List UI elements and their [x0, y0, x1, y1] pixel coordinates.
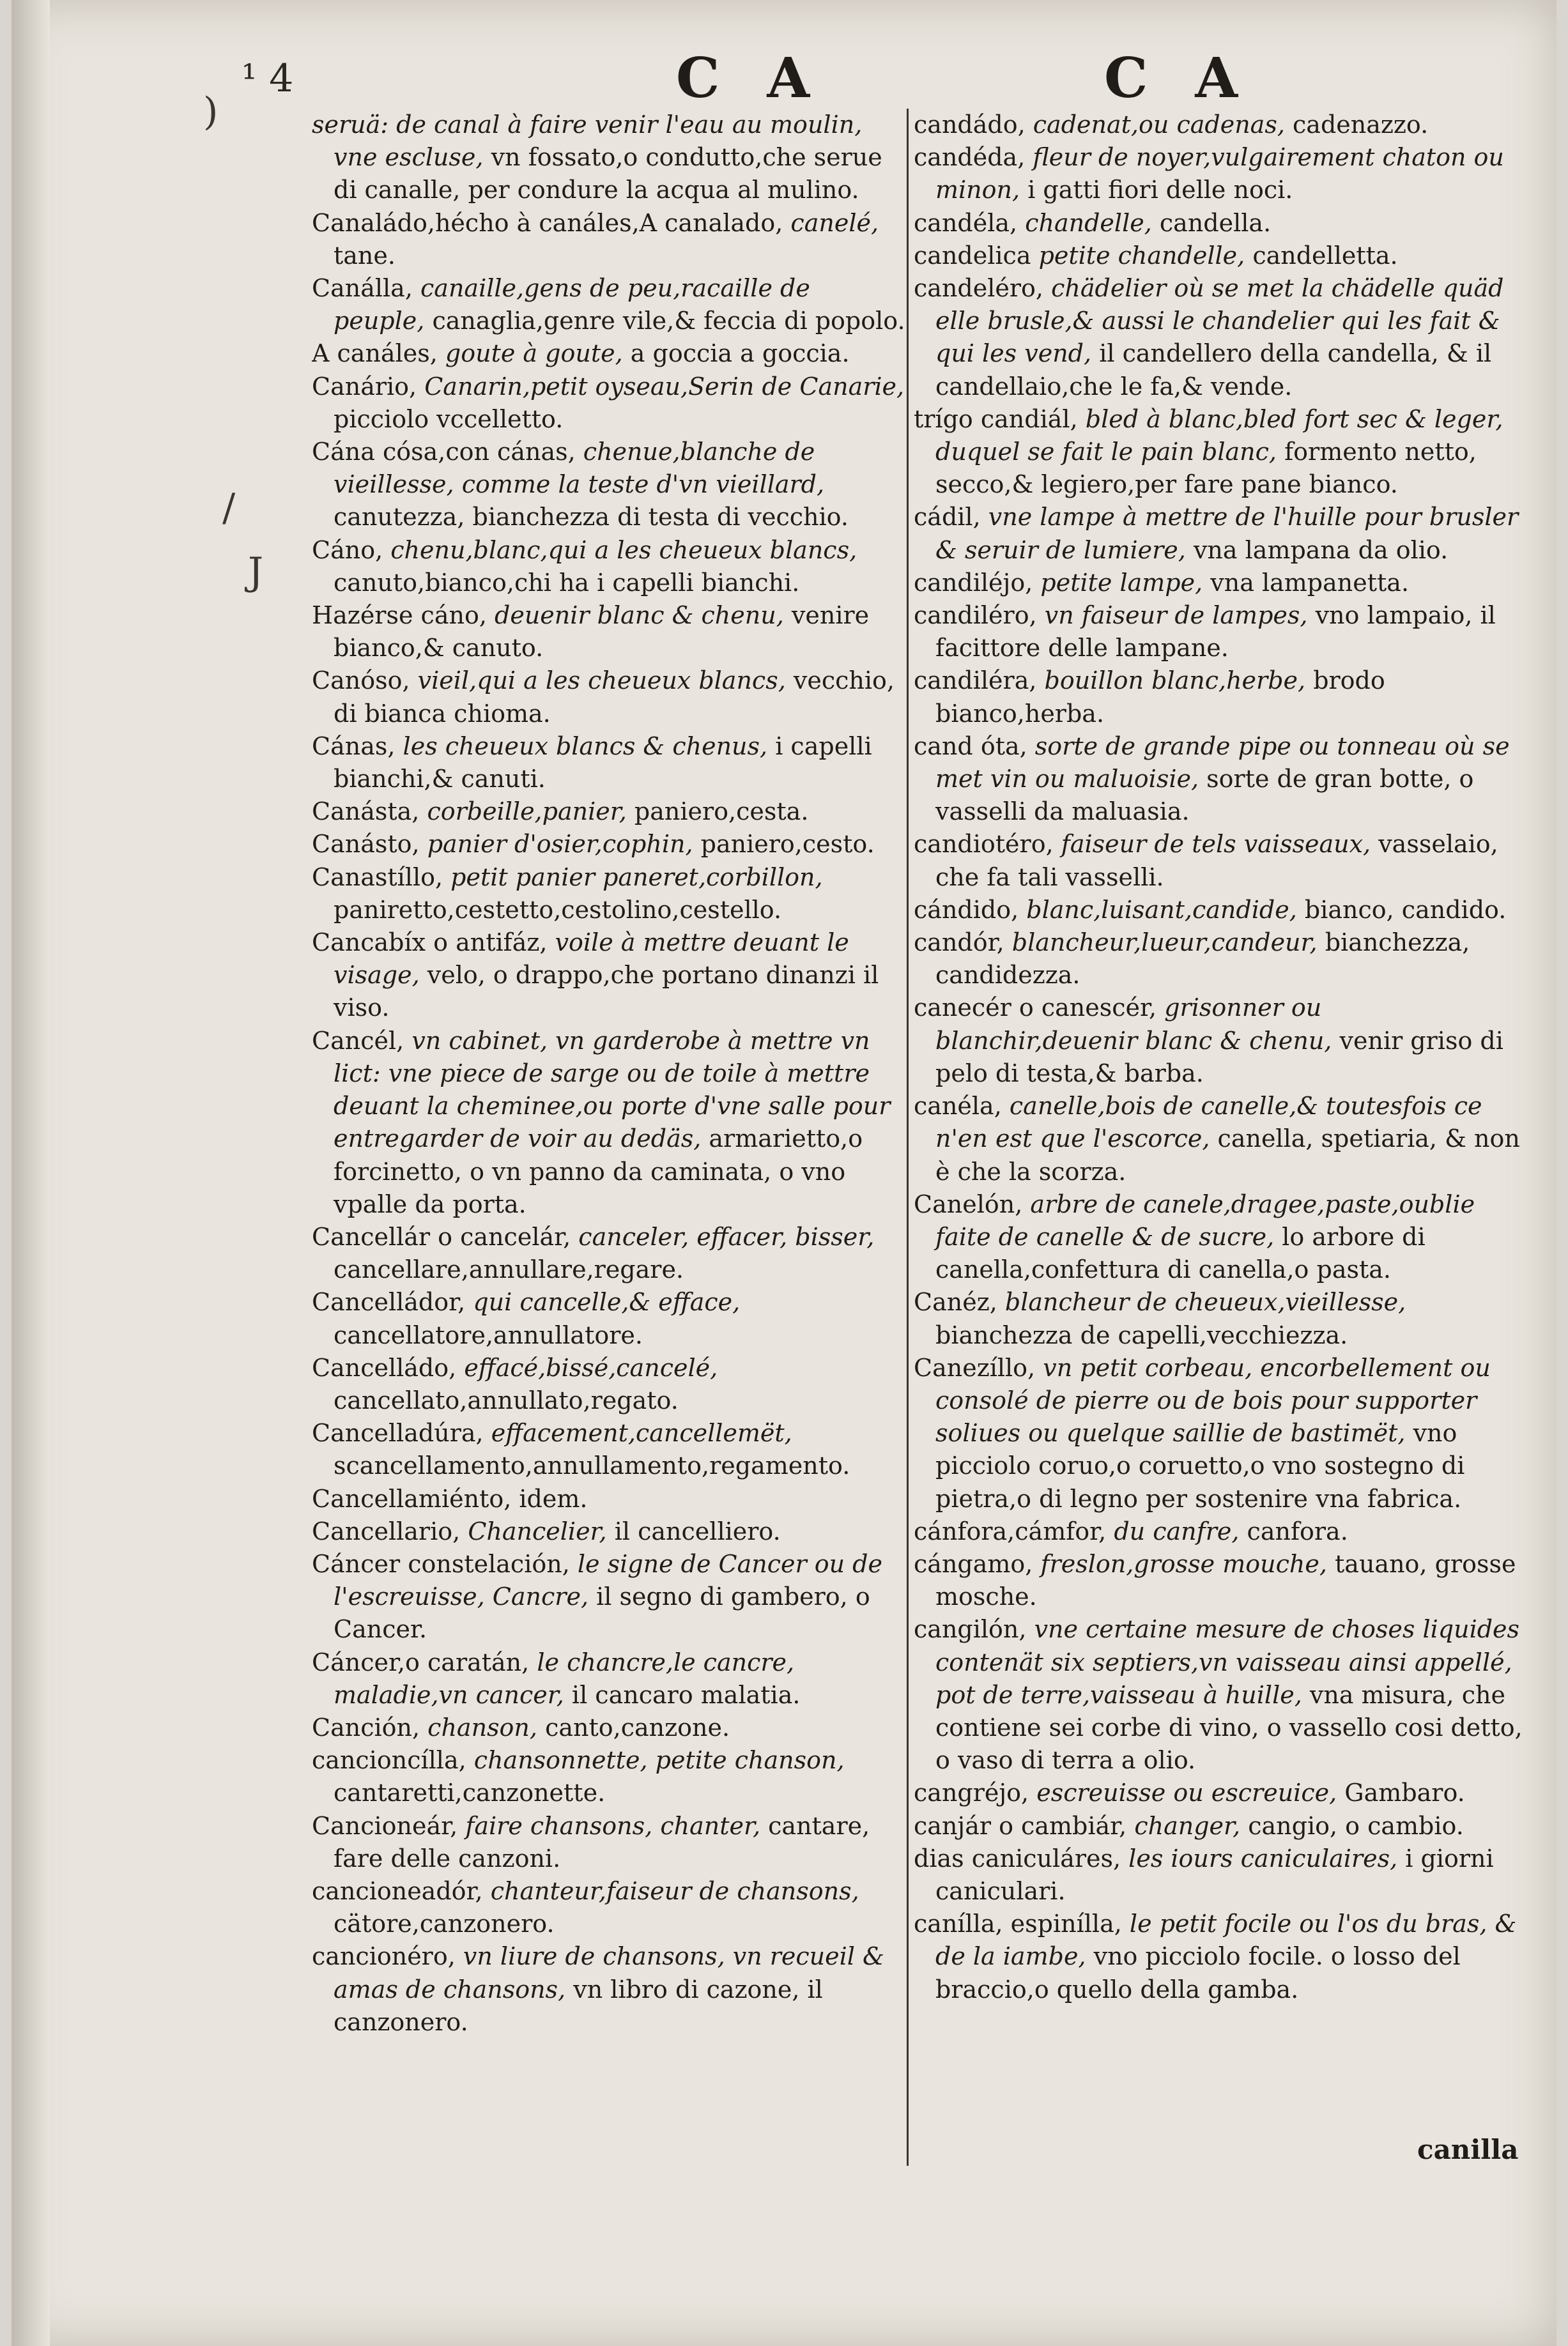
french-gloss: sorte de grande pipe ou tonneau où se met vin ou maluoisie,: [935, 732, 1510, 793]
french-gloss: vieil,qui a les cheueux blancs,: [417, 666, 786, 695]
french-gloss: petite lampe,: [1040, 568, 1203, 597]
spanish-headword: Canastíllo,: [312, 862, 443, 891]
french-gloss: blancheur de cheueux,vieillesse,: [1004, 1288, 1406, 1317]
spanish-headword: candeléro,: [914, 274, 1043, 303]
french-gloss: changer,: [1134, 1811, 1241, 1840]
spanish-headword: trígo candiál,: [914, 404, 1078, 433]
french-gloss: petite chandelle,: [1038, 241, 1245, 270]
dictionary-entry: [914, 1090, 1527, 1188]
dictionary-entry: [914, 828, 1527, 893]
italian-gloss: vno lampaio, il facittore delle lampane.: [935, 601, 1496, 663]
dictionary-entry: [914, 730, 1527, 829]
french-gloss: effacé,bissé,cancelé,: [464, 1353, 718, 1382]
dictionary-entry: [312, 599, 906, 664]
dictionary-entry: [914, 1843, 1527, 1908]
dictionary-entry: [312, 1744, 906, 1809]
french-gloss: le petit focile ou l'os du bras, & de la iambe,: [935, 1910, 1517, 1971]
italian-gloss: lo arbore di canella,confettura di canella,o pasta.: [935, 1222, 1426, 1284]
french-gloss: cadenat,ou cadenas,: [1033, 111, 1285, 139]
italian-gloss: cantaretti,canzonette.: [334, 1779, 606, 1807]
right-column: [914, 109, 1527, 2268]
french-gloss: les cheueux blancs & chenus,: [403, 732, 768, 760]
italian-gloss: venire bianco,& canuto.: [334, 601, 870, 663]
spanish-headword: candelica: [914, 241, 1031, 270]
french-gloss: deuenir blanc & chenu,: [495, 601, 784, 630]
dictionary-entry: [914, 1286, 1527, 1351]
spanish-headword: cancionéro,: [312, 1942, 456, 1971]
spanish-headword: candiléro,: [914, 601, 1037, 630]
french-gloss: corbeille,panier,: [427, 797, 627, 826]
page-gutter: [12, 0, 50, 2346]
french-gloss: canelé,: [790, 208, 879, 237]
spanish-headword: candór,: [914, 928, 1004, 957]
running-head-left: C A: [676, 46, 824, 111]
italian-gloss: canaglia,genre vile,& feccia di popolo.: [432, 307, 905, 335]
dictionary-entry: [312, 272, 906, 337]
spanish-headword: canecér o canescér,: [914, 993, 1157, 1022]
spanish-headword: cancioncílla,: [312, 1746, 466, 1775]
spanish-headword: Canéz,: [914, 1288, 997, 1317]
french-gloss: blanc,luisant,candide,: [1026, 895, 1297, 924]
dictionary-entry: [914, 894, 1527, 926]
italian-gloss: vecchio, di bianca chioma.: [334, 666, 895, 728]
spanish-headword: Canásta,: [312, 797, 420, 826]
spanish-headword: Cancelládo,: [312, 1353, 457, 1382]
dictionary-entry: [312, 1810, 906, 1875]
french-gloss: chanson,: [427, 1713, 537, 1742]
spanish-headword: Canálla,: [312, 274, 413, 303]
spanish-headword: Cancelladúra,: [312, 1419, 484, 1448]
french-gloss: vn petit corbeau, encorbellement ou consolé de pierre ou de bois pour supporter soliues ou quelque saillie de bastimët,: [935, 1353, 1491, 1448]
running-head-right: C A: [1104, 46, 1252, 111]
french-gloss: fleur de noyer,vulgairement chaton ou minon,: [935, 143, 1504, 204]
spanish-headword: cángamo,: [914, 1549, 1033, 1578]
spanish-headword: Canóso,: [312, 666, 410, 695]
italian-gloss: bianchezza de capelli,vecchiezza.: [935, 1321, 1348, 1349]
french-gloss: faiseur de tels vaisseaux,: [1061, 830, 1371, 859]
dictionary-entry: [914, 1188, 1527, 1287]
french-gloss: chandelle,: [1025, 208, 1152, 237]
italian-gloss: picciolo vccelletto.: [334, 404, 564, 433]
spanish-headword: Canaládo,hécho à canáles,A canalado,: [312, 208, 783, 237]
page-number: ¹ 4: [242, 56, 294, 101]
italian-gloss: vna misura, che contiene sei corbe di vino, o vassello cosi detto, o vaso di terra a olio.: [935, 1680, 1523, 1775]
spanish-headword: cangilón,: [914, 1615, 1027, 1644]
french-gloss: vn faiseur de lampes,: [1044, 601, 1308, 630]
dictionary-entry: [914, 1810, 1527, 1843]
italian-gloss: candella.: [1159, 208, 1272, 237]
italian-gloss: il segno di gambero, o Cancer.: [334, 1583, 870, 1644]
italian-gloss: tane.: [334, 241, 396, 270]
french-gloss: Canarin,petit oyseau,Serin de Canarie,: [424, 372, 905, 401]
italian-gloss: paniretto,cestetto,cestolino,cestello.: [334, 895, 782, 924]
spanish-headword: Cáncer constelación,: [312, 1549, 570, 1578]
spanish-headword: candéla,: [914, 208, 1018, 237]
italian-gloss: paniero,cesta.: [634, 797, 809, 826]
italian-gloss: venir griso di pelo di testa,& barba.: [935, 1026, 1503, 1087]
italian-gloss: tauano, grosse mosche.: [935, 1549, 1516, 1611]
dictionary-entry: [914, 567, 1527, 599]
spanish-headword: Canción,: [312, 1713, 420, 1742]
french-gloss: voile à mettre deuant le visage,: [334, 928, 849, 990]
french-gloss: bouillon blanc,herbe,: [1044, 666, 1306, 695]
italian-gloss: il cancaro malatia.: [571, 1680, 801, 1709]
margin-mark-top: ): [203, 89, 219, 134]
spanish-headword: Cancelládor,: [312, 1288, 466, 1317]
dictionary-entry: [914, 403, 1527, 502]
french-gloss: du canfre,: [1114, 1517, 1240, 1545]
dictionary-entry: [914, 1908, 1527, 2006]
left-column: [312, 109, 906, 2268]
dictionary-entry: [312, 1221, 906, 1286]
dictionary-entry: [914, 599, 1527, 664]
french-gloss: chanteur,faiseur de chansons,: [490, 1876, 859, 1905]
french-gloss: goute à goute,: [445, 339, 623, 368]
italian-gloss: vn libro di cazone, il canzonero.: [334, 1975, 823, 2036]
spanish-headword: canéla,: [914, 1092, 1002, 1121]
spanish-headword: candiotéro,: [914, 830, 1054, 859]
spanish-headword: Cancioneár,: [312, 1811, 458, 1840]
french-gloss: escreuisse ou escreuice,: [1036, 1779, 1337, 1807]
dictionary-entry: [914, 664, 1527, 730]
spanish-headword: Cánas,: [312, 732, 396, 760]
italian-gloss: bianchezza, candidezza.: [935, 928, 1470, 990]
dictionary-entry: [312, 337, 906, 370]
italian-gloss: Gambaro.: [1344, 1779, 1465, 1807]
dictionary-entry: [312, 1940, 906, 2039]
french-gloss: les iours caniculaires,: [1128, 1844, 1398, 1873]
spanish-headword: Canezíllo,: [914, 1353, 1036, 1382]
dictionary-entry: [914, 207, 1527, 240]
spanish-headword: Cancellár o cancelár,: [312, 1222, 571, 1251]
dictionary-entry: [312, 1483, 906, 1515]
french-gloss: chenue,blanche de vieillesse, comme la teste d'vn vieillard,: [334, 438, 825, 499]
italian-gloss: vna lampanetta.: [1210, 568, 1410, 597]
italian-gloss: velo, o drappo,che portano dinanzi il viso.: [334, 961, 879, 1022]
dictionary-entry: [312, 371, 906, 436]
italian-gloss: il candellero della candella, & il candellaio,che le fa,& vende.: [935, 339, 1492, 401]
italian-gloss: canutezza, bianchezza di testa di vecchio.: [334, 503, 849, 532]
french-gloss: vne certaine mesure de choses liquides contenät six septiers,vn vaisseau ainsi appellé, pot de terre,vaisseau à huille,: [935, 1615, 1520, 1709]
italian-gloss: cangio, o cambio.: [1248, 1811, 1464, 1840]
spanish-headword: cangréjo,: [914, 1779, 1029, 1807]
french-gloss: panier d'osier,cophin,: [427, 830, 693, 859]
spanish-headword: cádil,: [914, 503, 981, 532]
french-gloss: freslon,grosse mouche,: [1040, 1549, 1327, 1578]
spanish-headword: Cancabíx o antifáz,: [312, 928, 548, 957]
dictionary-entry: [312, 1417, 906, 1482]
french-gloss: qui cancelle,& efface,: [473, 1288, 741, 1317]
french-gloss: chädelier où se met la chädelle quäd elle brusle,& aussi le chandelier qui les fait & qui les vend,: [935, 274, 1504, 368]
spanish-headword: Cána cósa,con cánas,: [312, 438, 576, 466]
dictionary-entry: [312, 664, 906, 730]
dictionary-entry: [914, 240, 1527, 272]
dictionary-entry: [312, 795, 906, 828]
french-gloss: petit panier paneret,corbillon,: [450, 862, 823, 891]
spanish-headword: cand óta,: [914, 732, 1027, 760]
italian-gloss: idem.: [519, 1484, 588, 1513]
french-gloss: vne lampe à mettre de l'huille pour brusler & seruir de lumiere,: [935, 503, 1519, 564]
italian-gloss: brodo bianco,herba.: [935, 666, 1385, 728]
spanish-headword: Canário,: [312, 372, 417, 401]
french-gloss: canaille,gens de peu,racaille de peuple,: [334, 274, 810, 335]
dictionary-entry: [312, 1352, 906, 1417]
dictionary-entry: [914, 272, 1527, 403]
spanish-headword: Cancél,: [312, 1026, 404, 1055]
french-gloss: le chancre,le cancre, maladie,vn cancer,: [334, 1648, 795, 1709]
spanish-headword: canílla, espinílla,: [914, 1910, 1122, 1938]
dictionary-entry: [914, 501, 1527, 566]
dictionary-page: [12, 0, 1556, 2346]
spanish-headword: candéda,: [914, 143, 1026, 172]
dictionary-entry: [914, 1613, 1527, 1777]
french-gloss: vn liure de chansons, vn recueil & amas de chansons,: [334, 1942, 884, 2004]
spanish-headword: cancioneadór,: [312, 1876, 483, 1905]
italian-gloss: canella, spetiaria, & non è che la scorza.: [935, 1124, 1520, 1186]
dictionary-entry: [312, 926, 906, 1025]
italian-gloss: bianco, candido.: [1304, 895, 1507, 924]
spanish-headword: Cáncer,o caratán,: [312, 1648, 530, 1676]
italian-gloss: il cancelliero.: [614, 1517, 781, 1545]
italian-gloss: a goccia a goccia.: [630, 339, 850, 368]
italian-gloss: scancellamento,annullamento,regamento.: [334, 1452, 850, 1480]
italian-gloss: candelletta.: [1252, 241, 1398, 270]
spanish-headword: candiléjo,: [914, 568, 1033, 597]
dictionary-entry: [312, 1025, 906, 1221]
dictionary-entry: [914, 1548, 1527, 1613]
spanish-headword: canjár o cambiár,: [914, 1811, 1127, 1840]
dictionary-entry: [914, 1777, 1527, 1809]
italian-gloss: canto,canzone.: [545, 1713, 730, 1742]
margin-mark-mid: /: [222, 486, 236, 530]
column-divider: [907, 109, 909, 2166]
dictionary-entry: [312, 861, 906, 926]
spanish-headword: Cancellario,: [312, 1517, 461, 1545]
dictionary-entry: [312, 730, 906, 795]
dictionary-entry: [312, 1515, 906, 1548]
french-gloss: canceler, effacer, bisser,: [578, 1222, 875, 1251]
italian-gloss: cadenazzo.: [1293, 111, 1429, 139]
italian-gloss: vasselaio, che fa tali vasselli.: [935, 830, 1498, 891]
dictionary-entry: [312, 1712, 906, 1744]
spanish-headword: Hazérse cáno,: [312, 601, 487, 630]
dictionary-entry: [312, 1548, 906, 1646]
french-gloss: le signe de Cancer ou de l'escreuisse, Cancre,: [334, 1549, 882, 1611]
dictionary-entry: [312, 436, 906, 534]
spanish-headword: candádo,: [914, 111, 1026, 139]
dictionary-entry: [914, 109, 1527, 141]
spanish-headword: candiléra,: [914, 666, 1037, 695]
catchword: canilla: [1417, 2134, 1519, 2165]
dictionary-entry: [312, 1875, 906, 1940]
spanish-headword: A canáles,: [312, 339, 438, 368]
spanish-headword: cánfora,cámfor,: [914, 1517, 1107, 1545]
french-gloss: arbre de canele,dragee,paste,oublie faite de canelle & de sucre,: [935, 1190, 1475, 1251]
french-gloss: effacement,cancellemët,: [491, 1419, 792, 1448]
italian-gloss: vna lampana da olio.: [1193, 535, 1449, 564]
italian-gloss: vno picciolo focile. o losso del braccio,o quello della gamba.: [935, 1942, 1461, 2004]
italian-gloss: i gatti fiori delle noci.: [1027, 176, 1293, 204]
dictionary-entry: [914, 1352, 1527, 1515]
margin-mark-mid2: J: [248, 549, 264, 594]
spanish-headword: Canelón,: [914, 1190, 1023, 1218]
french-gloss: grisonner ou blanchir,deuenir blanc & chenu,: [935, 993, 1332, 1055]
dictionary-entry: [312, 828, 906, 861]
spanish-headword: Canásto,: [312, 830, 420, 859]
french-gloss: vn cabinet, vn garderobe à mettre vn lict: vne piece de sarge ou de toile à mettre deuant la cheminee,ou porte d'vne salle pour entregarder de voir au dedäs,: [334, 1026, 891, 1153]
italian-gloss: sorte de gran botte, o vasselli da maluasia.: [935, 765, 1474, 826]
dictionary-entry: [914, 926, 1527, 992]
italian-gloss: cancellato,annullato,regato.: [334, 1386, 679, 1414]
dictionary-entry: [312, 207, 906, 272]
italian-gloss: cancellare,annullare,regare.: [334, 1255, 684, 1284]
french-gloss: bled à blanc,bled fort sec & leger, duquel se fait le pain blanc,: [935, 404, 1503, 466]
italian-gloss: i capelli bianchi,& canuti.: [334, 732, 872, 793]
dictionary-entry: [312, 1646, 906, 1712]
italian-gloss: canfora.: [1247, 1517, 1348, 1545]
italian-gloss: formento netto, secco,& legiero,per fare pane bianco.: [935, 438, 1477, 499]
dictionary-entry: [312, 1286, 906, 1351]
spanish-headword: Cancellamiénto,: [312, 1484, 512, 1513]
french-gloss: blancheur,lueur,candeur,: [1011, 928, 1318, 957]
french-gloss: faire chansons, chanter,: [465, 1811, 761, 1840]
dictionary-entry: [914, 141, 1527, 206]
italian-gloss: cätore,canzonero.: [334, 1910, 555, 1938]
dictionary-entry: [914, 992, 1527, 1090]
spanish-headword: cándido,: [914, 895, 1019, 924]
french-gloss: seruä: de canal à faire venir l'eau au moulin, vne escluse,: [312, 111, 863, 172]
dictionary-entry: [312, 534, 906, 599]
italian-gloss: vn fossato,o condutto,che serue di canalle, per condure la acqua al mulino.: [334, 143, 882, 204]
french-gloss: chansonnette, petite chanson,: [473, 1746, 845, 1775]
italian-gloss: paniero,cesto.: [700, 830, 875, 859]
french-gloss: chenu,blanc,qui a les cheueux blancs,: [390, 535, 857, 564]
italian-gloss: cancellatore,annullatore.: [334, 1321, 643, 1349]
dictionary-entry: [914, 1515, 1527, 1548]
italian-gloss: vno picciolo coruo,o coruetto,o vno sostegno di pietra,o di legno per sostenire vna fabrica.: [935, 1419, 1465, 1513]
spanish-headword: Cáno,: [312, 535, 383, 564]
spanish-headword: dias caniculáres,: [914, 1844, 1121, 1873]
italian-gloss: canuto,bianco,chi ha i capelli bianchi.: [334, 568, 800, 597]
french-gloss: Chancelier,: [468, 1517, 607, 1545]
dictionary-entry: [312, 109, 906, 207]
italian-gloss: armarietto,o forcinetto, o vn panno da caminata, o vno vpalle da porta.: [334, 1124, 863, 1218]
italian-gloss: cantare, fare delle canzoni.: [334, 1811, 870, 1873]
italian-gloss: i giorni caniculari.: [935, 1844, 1494, 1905]
french-gloss: canelle,bois de canelle,& toutesfois ce n'en est que l'escorce,: [935, 1092, 1482, 1153]
